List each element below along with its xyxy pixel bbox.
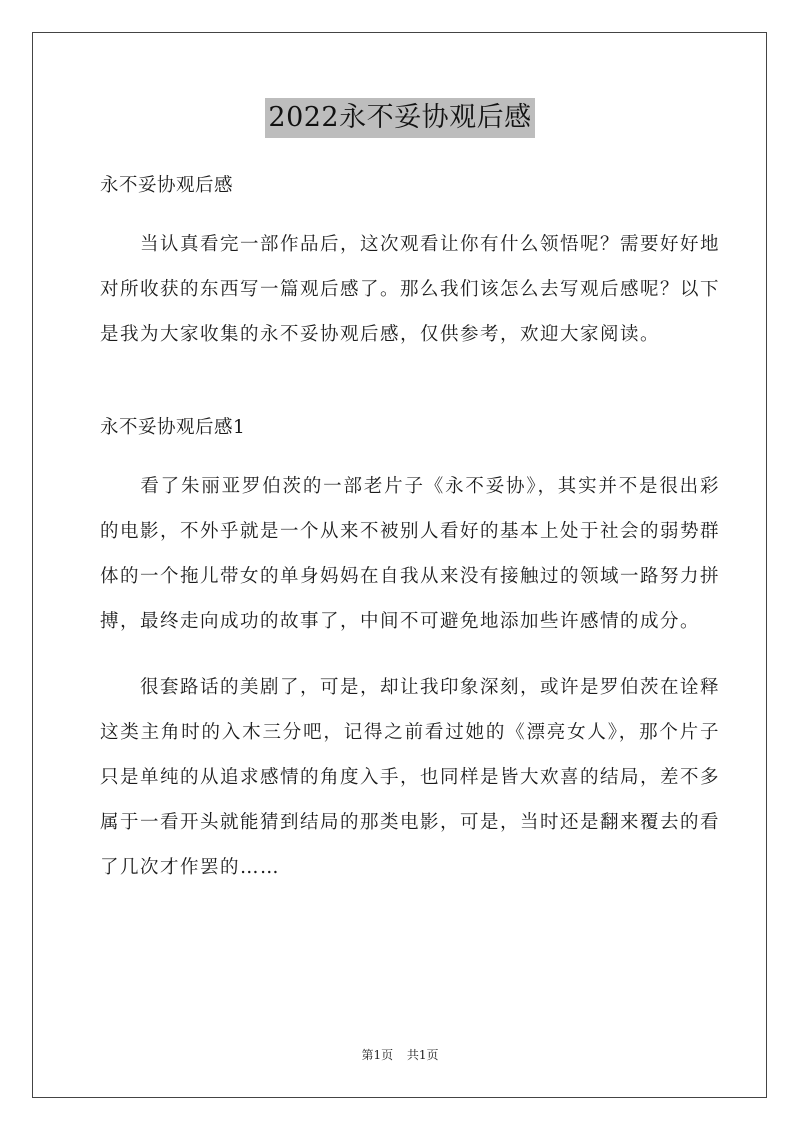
section1-paragraph-2 — [100, 665, 720, 890]
section1-paragraph-2-text: 很套路话的美剧了，可是，却让我印象深刻，或许是罗伯茨在诠释这类主角时的入木三分吧，记得之前看过她的《漂亮女人》，那个片子只是单纯的从追求感情的角度入手，也同样是皆大欢喜的结局，差不多属于一看开头就能猜到结局的那类电影，可是，当时还是翻来覆去的看了几次才作罢的…… — [100, 677, 721, 878]
title-container — [0, 98, 800, 138]
section1-heading: 永不妥协观后感1 — [100, 417, 246, 438]
page-footer — [0, 1046, 800, 1063]
section1-paragraph-1-text: 看了朱丽亚罗伯茨的一部老片子《永不妥协》，其实并不是很出彩的电影，不外乎就是一个从来不被别人看好的基本上处于社会的弱势群体的一个拖儿带女的单身妈妈在自我从来没有接触过的领域一路努力拼搏，最终走向成功的故事了，中间不可避免地添加些许感情的成分。 — [100, 476, 721, 632]
intro-paragraph-text: 当认真看完一部作品后，这次观看让你有什么领悟呢？需要好好地对所收获的东西写一篇观后感了。那么我们该怎么去写观后感呢？以下是我为大家收集的永不妥协观后感，仅供参考，欢迎大家阅读。 — [100, 234, 721, 345]
document-title: 2022永不妥协观后感 — [265, 98, 534, 138]
document-body — [100, 168, 720, 890]
section1-paragraph-1 — [100, 464, 720, 644]
page-total: 共1页 — [406, 1048, 439, 1062]
page-number: 第1页 — [361, 1048, 394, 1062]
intro-paragraph — [100, 222, 720, 357]
intro-heading: 永不妥协观后感 — [100, 175, 234, 196]
